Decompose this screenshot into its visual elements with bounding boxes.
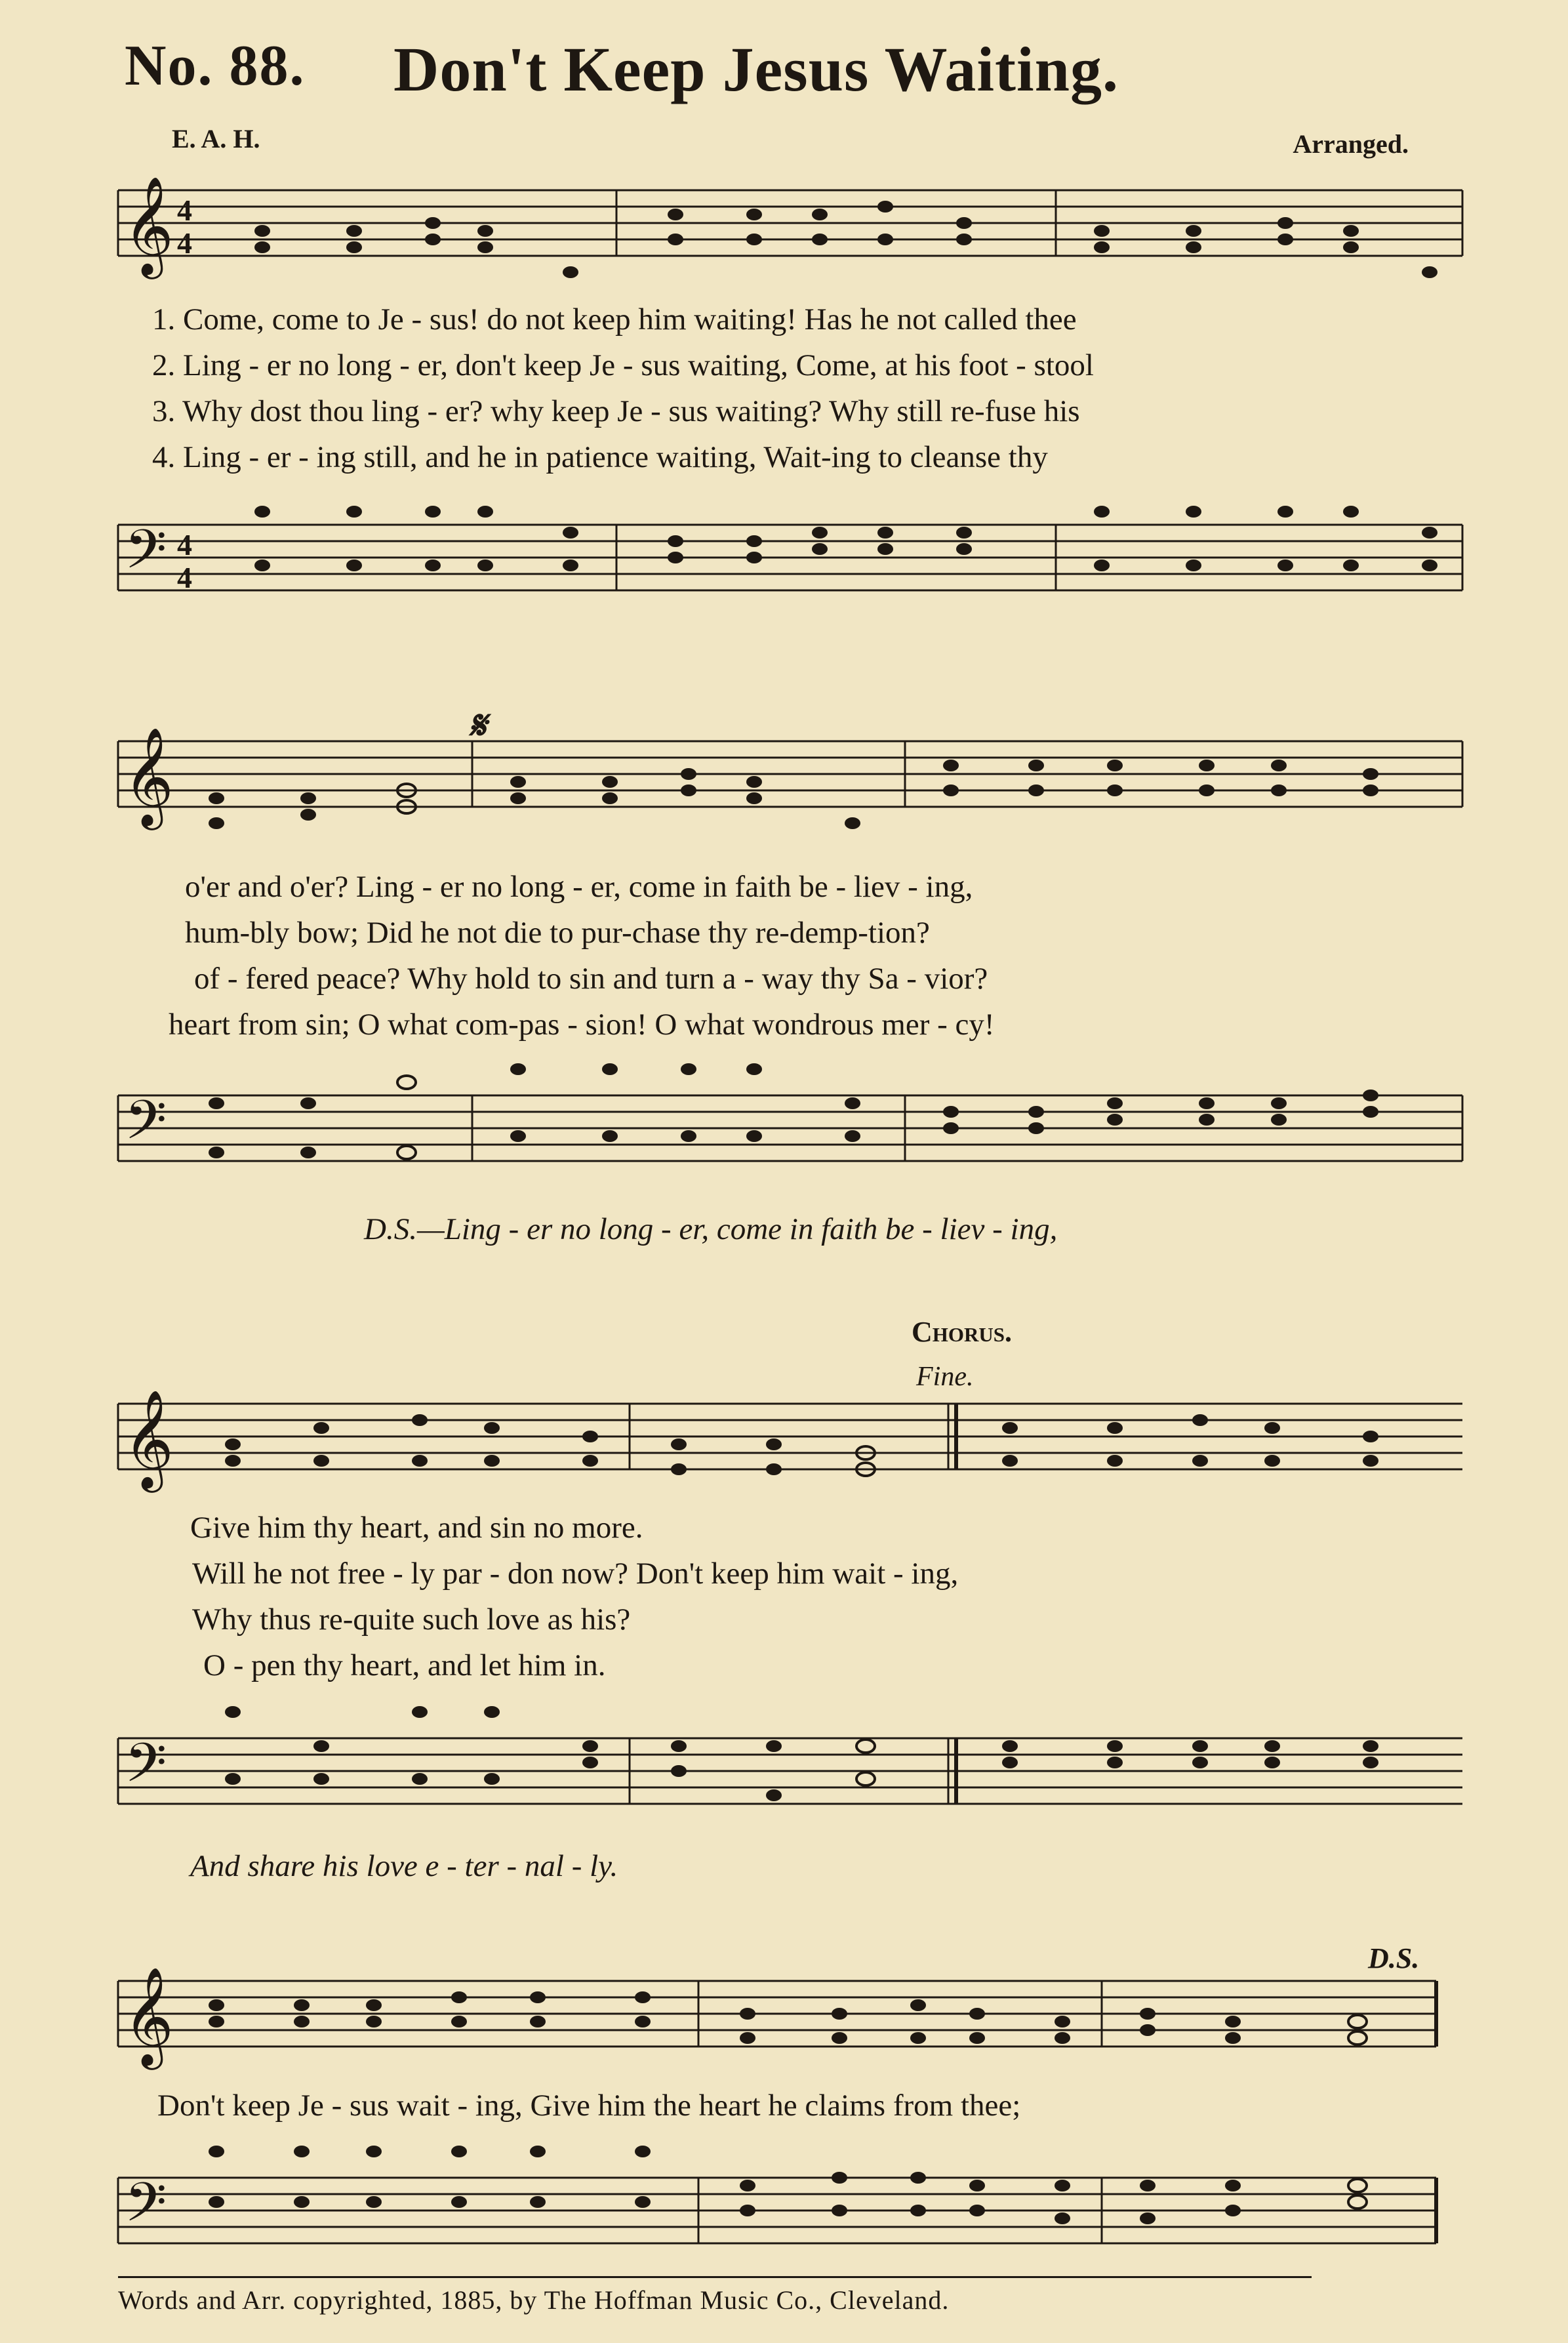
verse-1-line-2: o'er and o'er? Ling - er no long - er, come in faith be - liev - ing, [185,870,973,904]
verse-2-line-3: Will he not free - ly par - don now? Don't keep him wait - ing, [192,1557,959,1591]
chorus-lyric-line: Don't keep Je - sus wait - ing, Give him the heart he claims from thee; [157,2088,1021,2123]
system-4-treble-staff [92,1968,1476,2079]
verse-4-line-2: heart from sin; O what com-pas - sion! O what wondrous mer - cy! [169,1008,995,1042]
system-3-bass-staff [92,1699,1476,1830]
staff-lines-2b [92,1056,1476,1187]
staff-lines-4b [92,2138,1476,2270]
staff-lines-1 [92,177,1476,289]
treble-clef-icon: 𝄞 [123,730,174,825]
ds-mark: D.S. [1368,1942,1420,1974]
bass-lyric-line: And share his love e - ter - nal - ly. [190,1849,618,1883]
verse-2-line-2: hum-bly bow; Did he not die to pur-chase thy re-demp-tion? [185,916,930,950]
verse-3-line-3: Why thus re-quite such love as his? [192,1602,631,1637]
ds-lyric-line: D.S.—Ling - er no long - er, come in faith be - liev - ing, [364,1212,1058,1246]
verse-3-line-1: 3. Why dost thou ling - er? why keep Je - sus waiting? Why still re-fuse his [152,394,1080,428]
svg-text:4: 4 [177,528,192,561]
treble-clef-icon: 𝄞 [123,1393,174,1487]
svg-text:4: 4 [177,194,192,227]
verse-1-line-3: Give him thy heart, and sin no more. [190,1511,643,1545]
system-1-bass-staff [92,499,1476,623]
segno-icon: 𝄋 [469,704,486,747]
treble-clef-icon: 𝄞 [123,1970,174,2064]
system-3-treble-staff [92,1391,1476,1502]
verse-1-line-1: 1. Come, come to Je - sus! do not keep him waiting! Has he not called thee [152,302,1077,336]
hymn-title: Don't Keep Jesus Waiting. [393,34,1119,104]
staff-lines-3 [92,1391,1476,1502]
hymn-number: No. 88. [125,34,306,98]
author-initials: E. A. H. [172,124,260,153]
copyright-notice: Words and Arr. copyrighted, 1885, by The Hoffman Music Co., Cleveland. [118,2285,950,2315]
verse-4-line-1: 4. Ling - er - ing still, and he in patience waiting, Wait-ing to cleanse thy [152,440,1048,474]
staff-lines-4 [92,1968,1476,2079]
system-4-bass-staff [92,2138,1476,2270]
staff-lines-3b [92,1699,1476,1830]
svg-text:4: 4 [177,561,192,594]
verse-4-line-3: O - pen thy heart, and let him in. [203,1648,606,1682]
verse-2-line-1: 2. Ling - er no long - er, don't keep Je - sus waiting, Come, at his foot - stool [152,348,1094,382]
bass-clef-icon: 𝄢 [125,1734,167,1806]
system-1-treble-staff [92,177,1476,289]
copyright-rule [118,2276,1312,2278]
fine-mark: Fine. [916,1362,974,1392]
system-2-bass-staff [92,1056,1476,1187]
svg-text:4: 4 [177,226,192,260]
treble-clef-icon: 𝄞 [123,179,174,274]
bass-clef-icon: 𝄢 [125,2173,167,2246]
arranged-label: Arranged. [1293,129,1409,159]
verse-3-line-2: of - fered peace? Why hold to sin and turn a - way thy Sa - vior? [194,962,988,996]
bass-clef-icon: 𝄢 [125,1091,167,1164]
system-2-treble-staff [92,728,1476,840]
chorus-label: Chorus. [912,1316,1013,1348]
bass-clef-icon: 𝄢 [125,520,167,593]
staff-lines-1b [92,499,1476,623]
staff-lines-2 [92,728,1476,840]
